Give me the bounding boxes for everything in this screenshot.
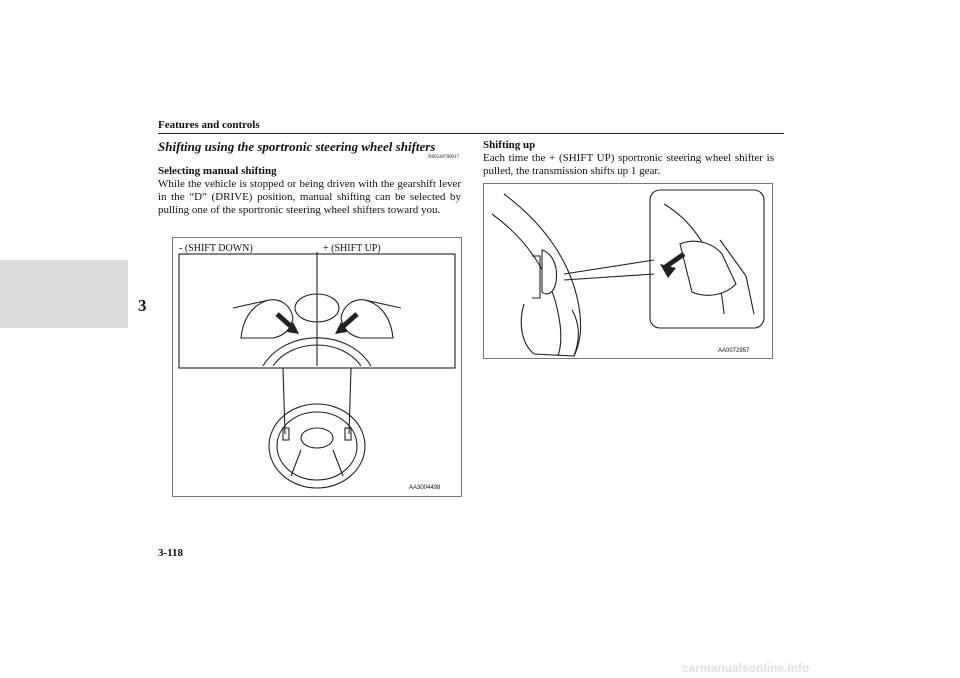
section-code: N00540700017 bbox=[428, 155, 460, 160]
label-shift-up: + (SHIFT UP) bbox=[323, 243, 381, 254]
figure-id-right: AA0072957 bbox=[718, 348, 750, 354]
shifting-up-body: Each time the + (SHIFT UP) sportronic steering wheel shifter is pulled, the transmission shifts up 1 gear. bbox=[483, 152, 774, 177]
figure-id-left: AA3004498 bbox=[409, 485, 441, 491]
watermark: carmanualsonline.info bbox=[682, 661, 810, 675]
header-rule bbox=[158, 133, 784, 134]
chapter-tab bbox=[0, 260, 128, 328]
shift-up-illustration bbox=[484, 184, 772, 358]
figure-steering-wheel-shifters bbox=[172, 237, 462, 497]
steering-wheel-illustration bbox=[173, 238, 461, 496]
sub-heading-shifting-up: Shifting up bbox=[483, 139, 536, 151]
page-number: 3-118 bbox=[158, 547, 184, 559]
sub-heading-manual-shifting: Selecting manual shifting bbox=[158, 165, 277, 177]
label-shift-down: - (SHIFT DOWN) bbox=[179, 243, 253, 254]
section-title: Shifting using the sportronic steering wheel shifters bbox=[158, 139, 436, 154]
chapter-tab-number: 3 bbox=[138, 296, 147, 315]
figure-shift-up-paddle bbox=[483, 183, 773, 359]
page-header: Features and controls bbox=[158, 119, 260, 131]
manual-shifting-body: While the vehicle is stopped or being driven with the gearshift lever in the “D” (DRIVE) position, manual shifting can be selected by pulling one of the sportronic steering wheel shifters toward you. bbox=[158, 178, 461, 216]
